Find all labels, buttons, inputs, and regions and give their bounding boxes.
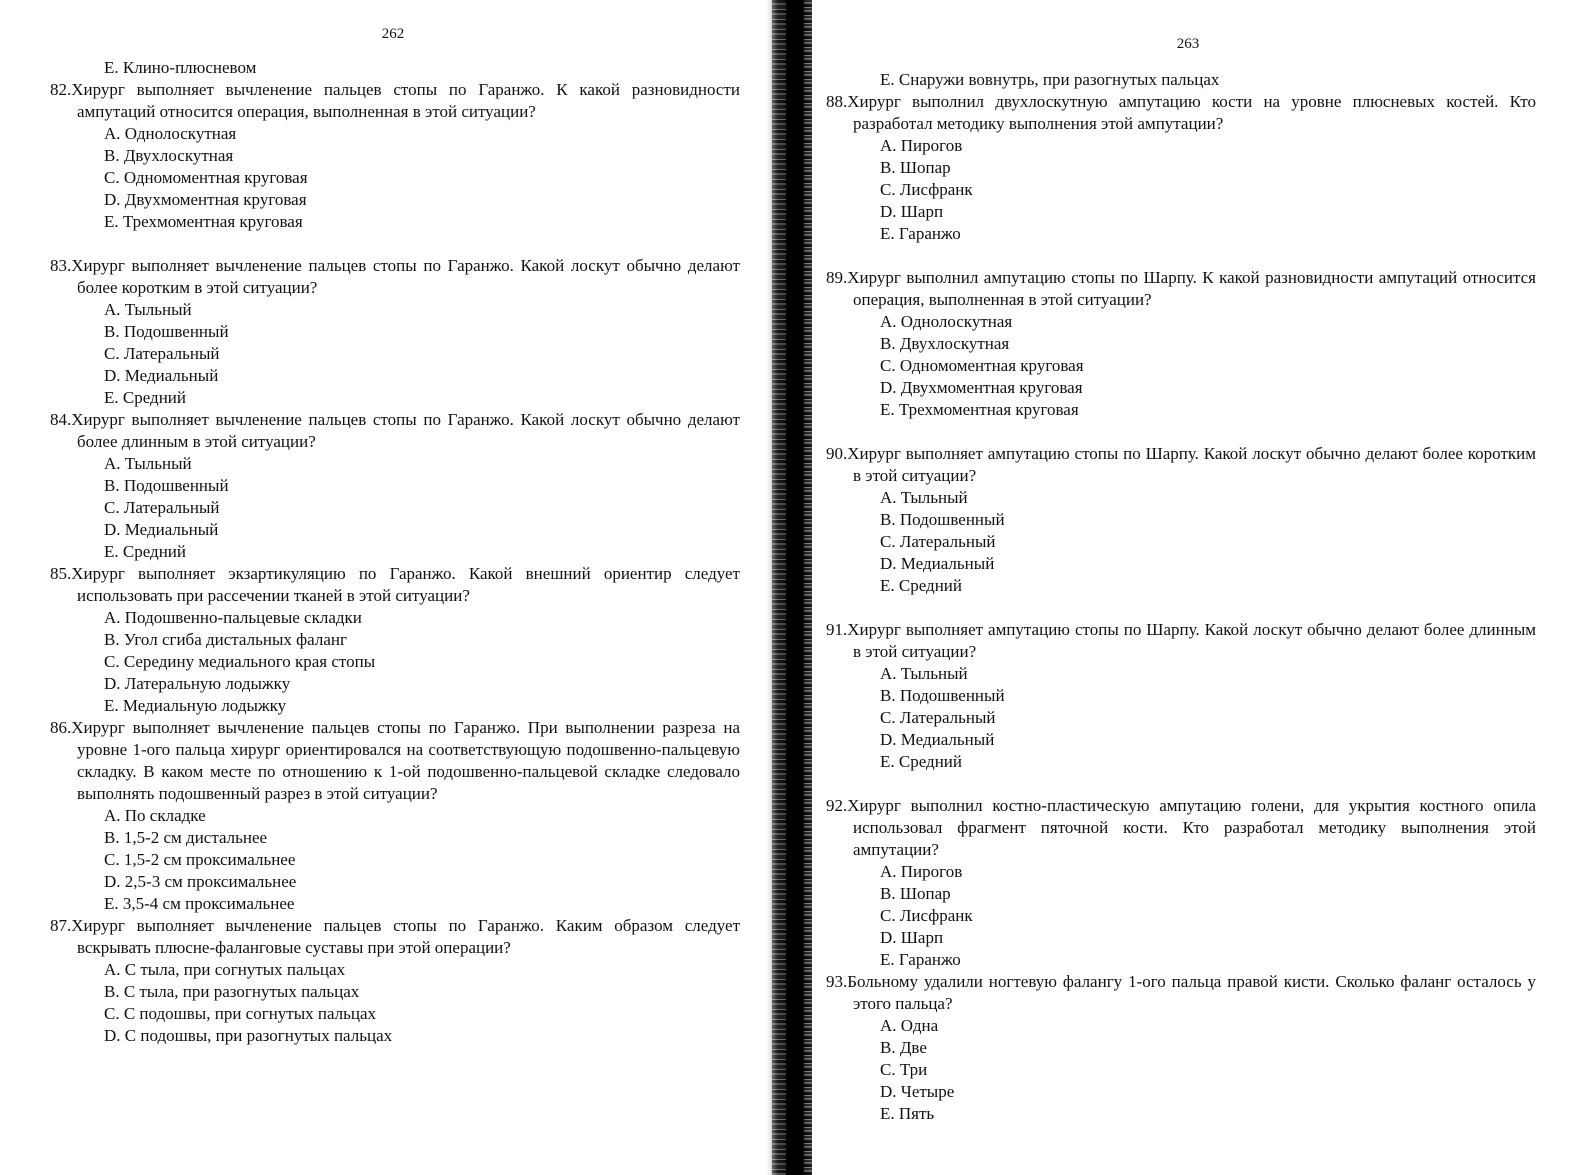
- question-number: 86.: [50, 718, 72, 737]
- question-text: Хирург выполняет ампутацию стопы по Шарпу. Какой лоскут обычно делают более коротким в этой ситуации?: [847, 444, 1536, 485]
- answer-option: B. Подошвенный: [104, 322, 229, 341]
- question-86: [50, 717, 740, 915]
- question-stem: [50, 563, 740, 607]
- question-stem: [50, 409, 740, 453]
- question-stem: [50, 79, 740, 123]
- question-stem: [826, 619, 1536, 663]
- answer-options: [50, 805, 740, 915]
- answer-option: E. 3,5-4 см проксимальнее: [104, 894, 295, 913]
- answer-options: [826, 861, 1536, 971]
- question-number: 82.: [50, 80, 72, 99]
- answer-option: A. Пирогов: [880, 862, 963, 881]
- question-number: 87.: [50, 916, 72, 935]
- page-number: 262: [381, 26, 405, 42]
- answer-option: C. Середину медиального края стопы: [104, 652, 376, 671]
- answer-option: B. С тыла, при разогнутых пальцах: [104, 982, 360, 1001]
- answer-option: A. Тыльный: [880, 664, 968, 683]
- question-number: 92.: [826, 796, 848, 815]
- question-number: 83.: [50, 256, 72, 275]
- question-stem: [50, 915, 740, 959]
- question-number: 90.: [826, 444, 848, 463]
- answer-options: [826, 663, 1536, 773]
- answer-option: E. Медиальную лодыжку: [104, 696, 287, 715]
- answer-options: [826, 311, 1536, 421]
- answer-option: B. Подошвенный: [880, 510, 1005, 529]
- question-text: Хирург выполнил костно-пластическую ампутацию голени, для укрытия костного опила использовал фрагмент пяточной кости. Кто разработал методику выполнения этой ампутации?: [847, 796, 1536, 859]
- question-text: Хирург выполняет ампутацию стопы по Шарпу. Какой лоскут обычно делают более длинным в этой ситуации?: [847, 620, 1536, 661]
- question-stem: [50, 255, 740, 299]
- question-88: [826, 91, 1536, 245]
- question-87: [50, 915, 740, 1047]
- answer-options: [50, 123, 740, 233]
- question-83: [50, 255, 740, 409]
- answer-option: B. Шопар: [880, 884, 951, 903]
- answer-option: B. Угол сгиба дистальных фаланг: [104, 630, 347, 649]
- answer-option: E. Гаранжо: [880, 224, 961, 243]
- right-page: [812, 0, 1582, 1175]
- answer-option: E. Пять: [880, 1104, 935, 1123]
- question-text: Хирург выполняет экзартикуляцию по Гаранжо. Какой внешний ориентир следует использовать при рассечении тканей в этой ситуации?: [71, 564, 740, 605]
- answer-option: B. Две: [880, 1038, 927, 1057]
- question-stem: [826, 91, 1536, 135]
- answer-option: C. С подошвы, при согнутых пальцах: [104, 1004, 377, 1023]
- answer-option: A. С тыла, при согнутых пальцах: [104, 960, 346, 979]
- answer-option: C. Лисфранк: [880, 906, 973, 925]
- answer-option: B. Шопар: [880, 158, 951, 177]
- question-stem: [826, 971, 1536, 1015]
- answer-option: C. 1,5-2 см проксимальнее: [104, 850, 296, 869]
- answer-option: A. Тыльный: [880, 488, 968, 507]
- answer-option: E. Средний: [880, 576, 962, 595]
- answer-option: B. Подошвенный: [880, 686, 1005, 705]
- answer-options: [50, 299, 740, 409]
- answer-option: A. Однолоскутная: [880, 312, 1013, 331]
- answer-option: E. Средний: [880, 752, 962, 771]
- answer-option: E. Средний: [104, 542, 186, 561]
- question-number: 88.: [826, 92, 848, 111]
- answer-option: B. Двухлоскутная: [880, 334, 1010, 353]
- answer-option: D. Медиальный: [880, 730, 995, 749]
- answer-options: [50, 959, 740, 1047]
- page-number: 263: [1176, 36, 1200, 52]
- answer-option: D. С подошвы, при разогнутых пальцах: [104, 1026, 393, 1045]
- question-number: 85.: [50, 564, 72, 583]
- question-text: Хирург выполняет вычленение пальцев стопы по Гаранжо. Какой лоскут обычно делают более коротким в этой ситуации?: [71, 256, 740, 297]
- answer-option: A. По складке: [104, 806, 206, 825]
- question-93: [826, 971, 1536, 1125]
- question-text: Больному удалили ногтевую фалангу 1-ого пальца правой кисти. Сколько фаланг осталось у этого пальца?: [847, 972, 1536, 1013]
- answer-option: D. Медиальный: [880, 554, 995, 573]
- question-stem: [826, 795, 1536, 861]
- question-84: [50, 409, 740, 563]
- question-text: Хирург выполнил ампутацию стопы по Шарпу. К какой разновидности ампутаций относится операция, выполненная в этой ситуации?: [847, 268, 1536, 309]
- answer-option: E. Трехмоментная круговая: [880, 400, 1079, 419]
- question-91: [826, 619, 1536, 773]
- answer-option: B. Двухлоскутная: [104, 146, 234, 165]
- answer-option: B. Подошвенный: [104, 476, 229, 495]
- answer-option: C. Одномоментная круговая: [104, 168, 308, 187]
- question-text: Хирург выполняет вычленение пальцев стопы по Гаранжо. При выполнении разреза на уровне 1-ого пальца хирург ориентировался на соответствующую подошвенно-пальцевую складку. В каком месте по отношению к 1-ой подошвенно-пальцевой складке следовало выполнять подошвенный разрез в этой ситуации?: [71, 718, 740, 803]
- answer-option: D. Латеральную лодыжку: [104, 674, 291, 693]
- answer-options: [826, 487, 1536, 597]
- answer-option: D. Шарп: [880, 202, 944, 221]
- answer-option: D. Медиальный: [104, 520, 219, 539]
- answer-option: E. Средний: [104, 388, 186, 407]
- question-text: Хирург выполняет вычленение пальцев стопы по Гаранжо. К какой разновидности ампутаций относится операция, выполненная в этой ситуации?: [71, 80, 740, 121]
- answer-option: B. 1,5-2 см дистальнее: [104, 828, 268, 847]
- answer-option: C. Латеральный: [880, 532, 996, 551]
- answer-option: E. Трехмоментная круговая: [104, 212, 303, 231]
- question-90: [826, 443, 1536, 597]
- answer-option: A. Одна: [880, 1016, 939, 1035]
- answer-options: [826, 1015, 1536, 1125]
- answer-option: C. Латеральный: [880, 708, 996, 727]
- question-number: 91.: [826, 620, 848, 639]
- answer-option: D. Двухмоментная круговая: [880, 378, 1083, 397]
- answer-options: [50, 607, 740, 717]
- question-82: [50, 79, 740, 233]
- answer-option: A. Тыльный: [104, 454, 192, 473]
- question-stem: [50, 717, 740, 805]
- question-text: Хирург выполнил двухлоскутную ампутацию кости на уровне плюсневых костей. Кто разработал методику выполнения этой ампутации?: [847, 92, 1536, 133]
- left-page: [0, 0, 772, 1175]
- answer-option: D. Шарп: [880, 928, 944, 947]
- answer-option: C. Три: [880, 1060, 928, 1079]
- question-number: 84.: [50, 410, 72, 429]
- question-text: Хирург выполняет вычленение пальцев стопы по Гаранжо. Каким образом следует вскрывать плюсне-фаланговые суставы при этой операции?: [71, 916, 740, 957]
- answer-option: A. Тыльный: [104, 300, 192, 319]
- answer-option: C. Лисфранк: [880, 180, 973, 199]
- answer-option: C. Латеральный: [104, 344, 220, 363]
- answer-option: E. Гаранжо: [880, 950, 961, 969]
- answer-option: D. Четыре: [880, 1082, 955, 1101]
- answer-option: A. Однолоскутная: [104, 124, 237, 143]
- answer-option: D. 2,5-3 см проксимальнее: [104, 872, 297, 891]
- answer-option: D. Медиальный: [104, 366, 219, 385]
- answer-option: A. Подошвенно-пальцевые складки: [104, 608, 362, 627]
- answer-option: C. Одномоментная круговая: [880, 356, 1084, 375]
- answer-options: [50, 453, 740, 563]
- question-number: 89.: [826, 268, 848, 287]
- carry-over-option: E. Снаружи вовнутрь, при разогнутых пальцах: [880, 70, 1220, 89]
- page-content: [50, 57, 740, 1047]
- question-number: 93.: [826, 972, 848, 991]
- answer-option: D. Двухмоментная круговая: [104, 190, 307, 209]
- answer-option: A. Пирогов: [880, 136, 963, 155]
- page-content: [826, 69, 1536, 1125]
- question-85: [50, 563, 740, 717]
- question-stem: [826, 267, 1536, 311]
- question-stem: [826, 443, 1536, 487]
- question-92: [826, 795, 1536, 971]
- answer-option: C. Латеральный: [104, 498, 220, 517]
- carry-over-option: E. Клино-плюсневом: [104, 58, 257, 77]
- answer-options: [826, 135, 1536, 245]
- question-89: [826, 267, 1536, 421]
- question-text: Хирург выполняет вычленение пальцев стопы по Гаранжо. Какой лоскут обычно делают более длинным в этой ситуации?: [71, 410, 740, 451]
